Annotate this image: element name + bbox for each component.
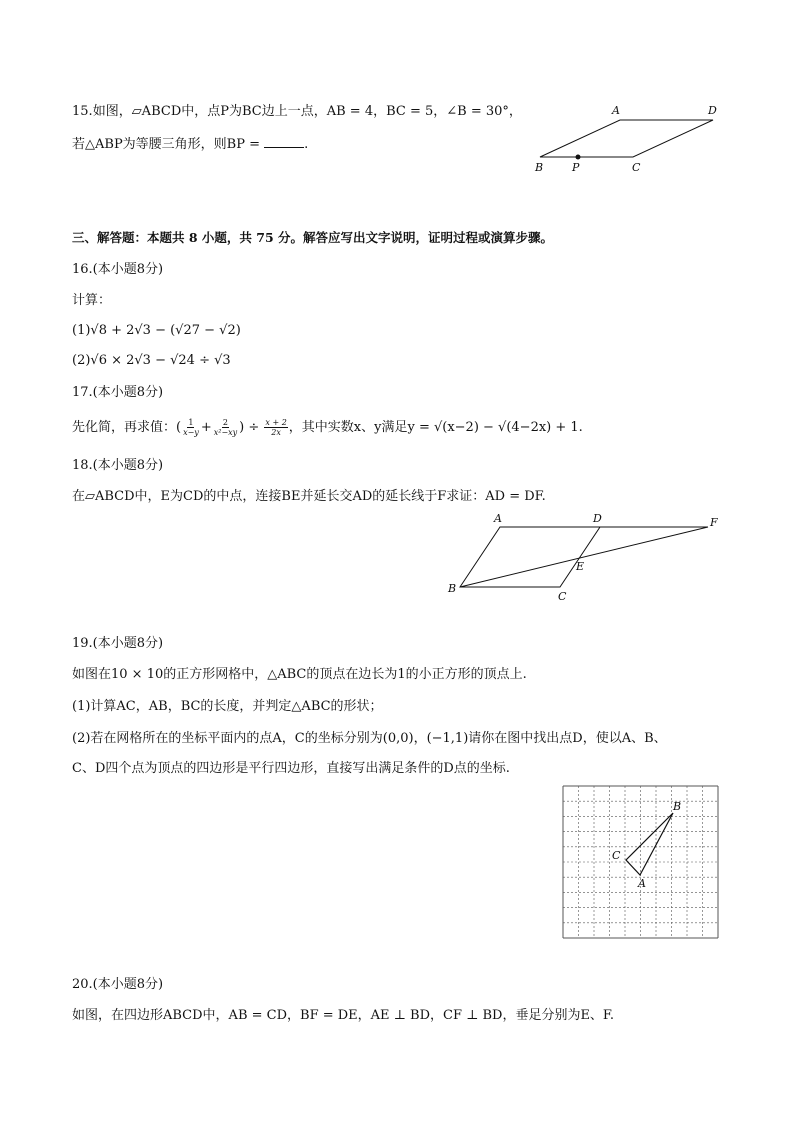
q20-header: 20.(本小题8分) [72, 977, 164, 992]
q17-text-a: 先化简，再求值：( [72, 420, 182, 435]
q17-close: ) ÷ [239, 420, 264, 435]
q17-text-b: ，其中实数x、y满足y = √(x−2) − √(4−2x) + 1. [288, 420, 583, 435]
q20-text: 如图，在四边形ABCD中，AB = CD，BF = DE，AE ⊥ BD，CF ⊥ BD，垂足分别为E、F. [72, 1008, 615, 1023]
q15-point-p [576, 155, 581, 160]
q19-label-b: B [673, 800, 682, 813]
q17-header: 17.(本小题8分) [72, 385, 164, 400]
q19-text4: C、D四个点为顶点的四边形是平行四边形，直接写出满足条件的D点的坐标. [72, 761, 510, 776]
q15-label-c: C [632, 161, 641, 174]
q18-label-e: E [576, 560, 585, 573]
q15-text-line1: 如图，▱ABCD中，点P为BC边上一点，AB = 4，BC = 5，∠B = 30°， [92, 104, 522, 119]
q17-fraction-3-numerator: x + 2 [265, 418, 287, 427]
q15-line1 [72, 103, 522, 121]
q18-line-bf [460, 527, 708, 587]
q19-grid-figure [560, 783, 722, 943]
q15-number: 15. [72, 104, 93, 119]
q15-label-b: B [535, 161, 544, 174]
q15-label-p: P [572, 161, 580, 174]
q18-label-f: F [710, 516, 718, 529]
q18-header: 18.(本小题8分) [72, 458, 164, 473]
q17-fraction-1-numerator: 1 [188, 418, 194, 427]
q17-text [72, 418, 583, 437]
q17-fraction-1 [182, 418, 200, 437]
q16-part1: (1)√8 + 2√3 − (√27 − √2) [72, 323, 241, 338]
q18-label-d: D [593, 512, 602, 525]
q19-triangle-abc [626, 813, 673, 875]
q15-parallelogram [540, 120, 713, 157]
q17-plus: + [200, 420, 212, 435]
q18-label-b: B [448, 582, 457, 595]
q15-period: . [304, 137, 309, 152]
q19-grid [563, 786, 718, 938]
q17-fraction-3-denominator: 2x [271, 428, 281, 437]
q15-parallelogram-figure [530, 100, 730, 178]
q16-part2: (2)√6 × 2√3 − √24 ÷ √3 [72, 353, 231, 368]
q15-text-line2: 若△ABP为等腰三角形，则BP = [72, 137, 265, 152]
q18-label-c: C [558, 590, 567, 603]
q19-label-a: A [638, 877, 646, 890]
q19-text1: 如图在10 × 10的正方形网格中，△ABC的顶点在边长为1的小正方形的顶点上. [72, 667, 527, 682]
q18-label-a: A [494, 512, 502, 525]
q18-figure [440, 508, 730, 604]
q15-label-a: A [612, 104, 620, 117]
q15-label-d: D [708, 104, 717, 117]
q17-fraction-2 [213, 418, 238, 437]
q17-fraction-1-denominator: x−y [183, 428, 199, 437]
q19-header: 19.(本小题8分) [72, 636, 164, 651]
section3-title: 三、解答题：本题共 8 小题，共 75 分。解答应写出文字说明，证明过程或演算步骤。 [72, 230, 554, 245]
q17-fraction-3 [264, 418, 287, 437]
q19-text3: (2)若在网格所在的坐标平面内的点A，C的坐标分别为(0,0)，(−1,1)请你在图中找出点D，使以A、B、 [72, 731, 667, 746]
q16-intro: 计算： [72, 293, 112, 308]
q15-answer-blank [264, 135, 304, 148]
q16-header: 16.(本小题8分) [72, 262, 164, 277]
q18-text: 在▱ABCD中，E为CD的中点，连接BE并延长交AD的延长线于F求证：AD = DF. [72, 489, 546, 504]
q17-fraction-2-denominator: x²−xy [213, 428, 238, 437]
q19-text2: (1)计算AC，AB，BC的长度，并判定△ABC的形状； [72, 699, 383, 714]
q18-parallelogram [460, 527, 600, 587]
q15-line2 [72, 135, 308, 154]
q17-fraction-2-numerator: 2 [222, 418, 228, 427]
q19-label-c: C [612, 849, 621, 862]
